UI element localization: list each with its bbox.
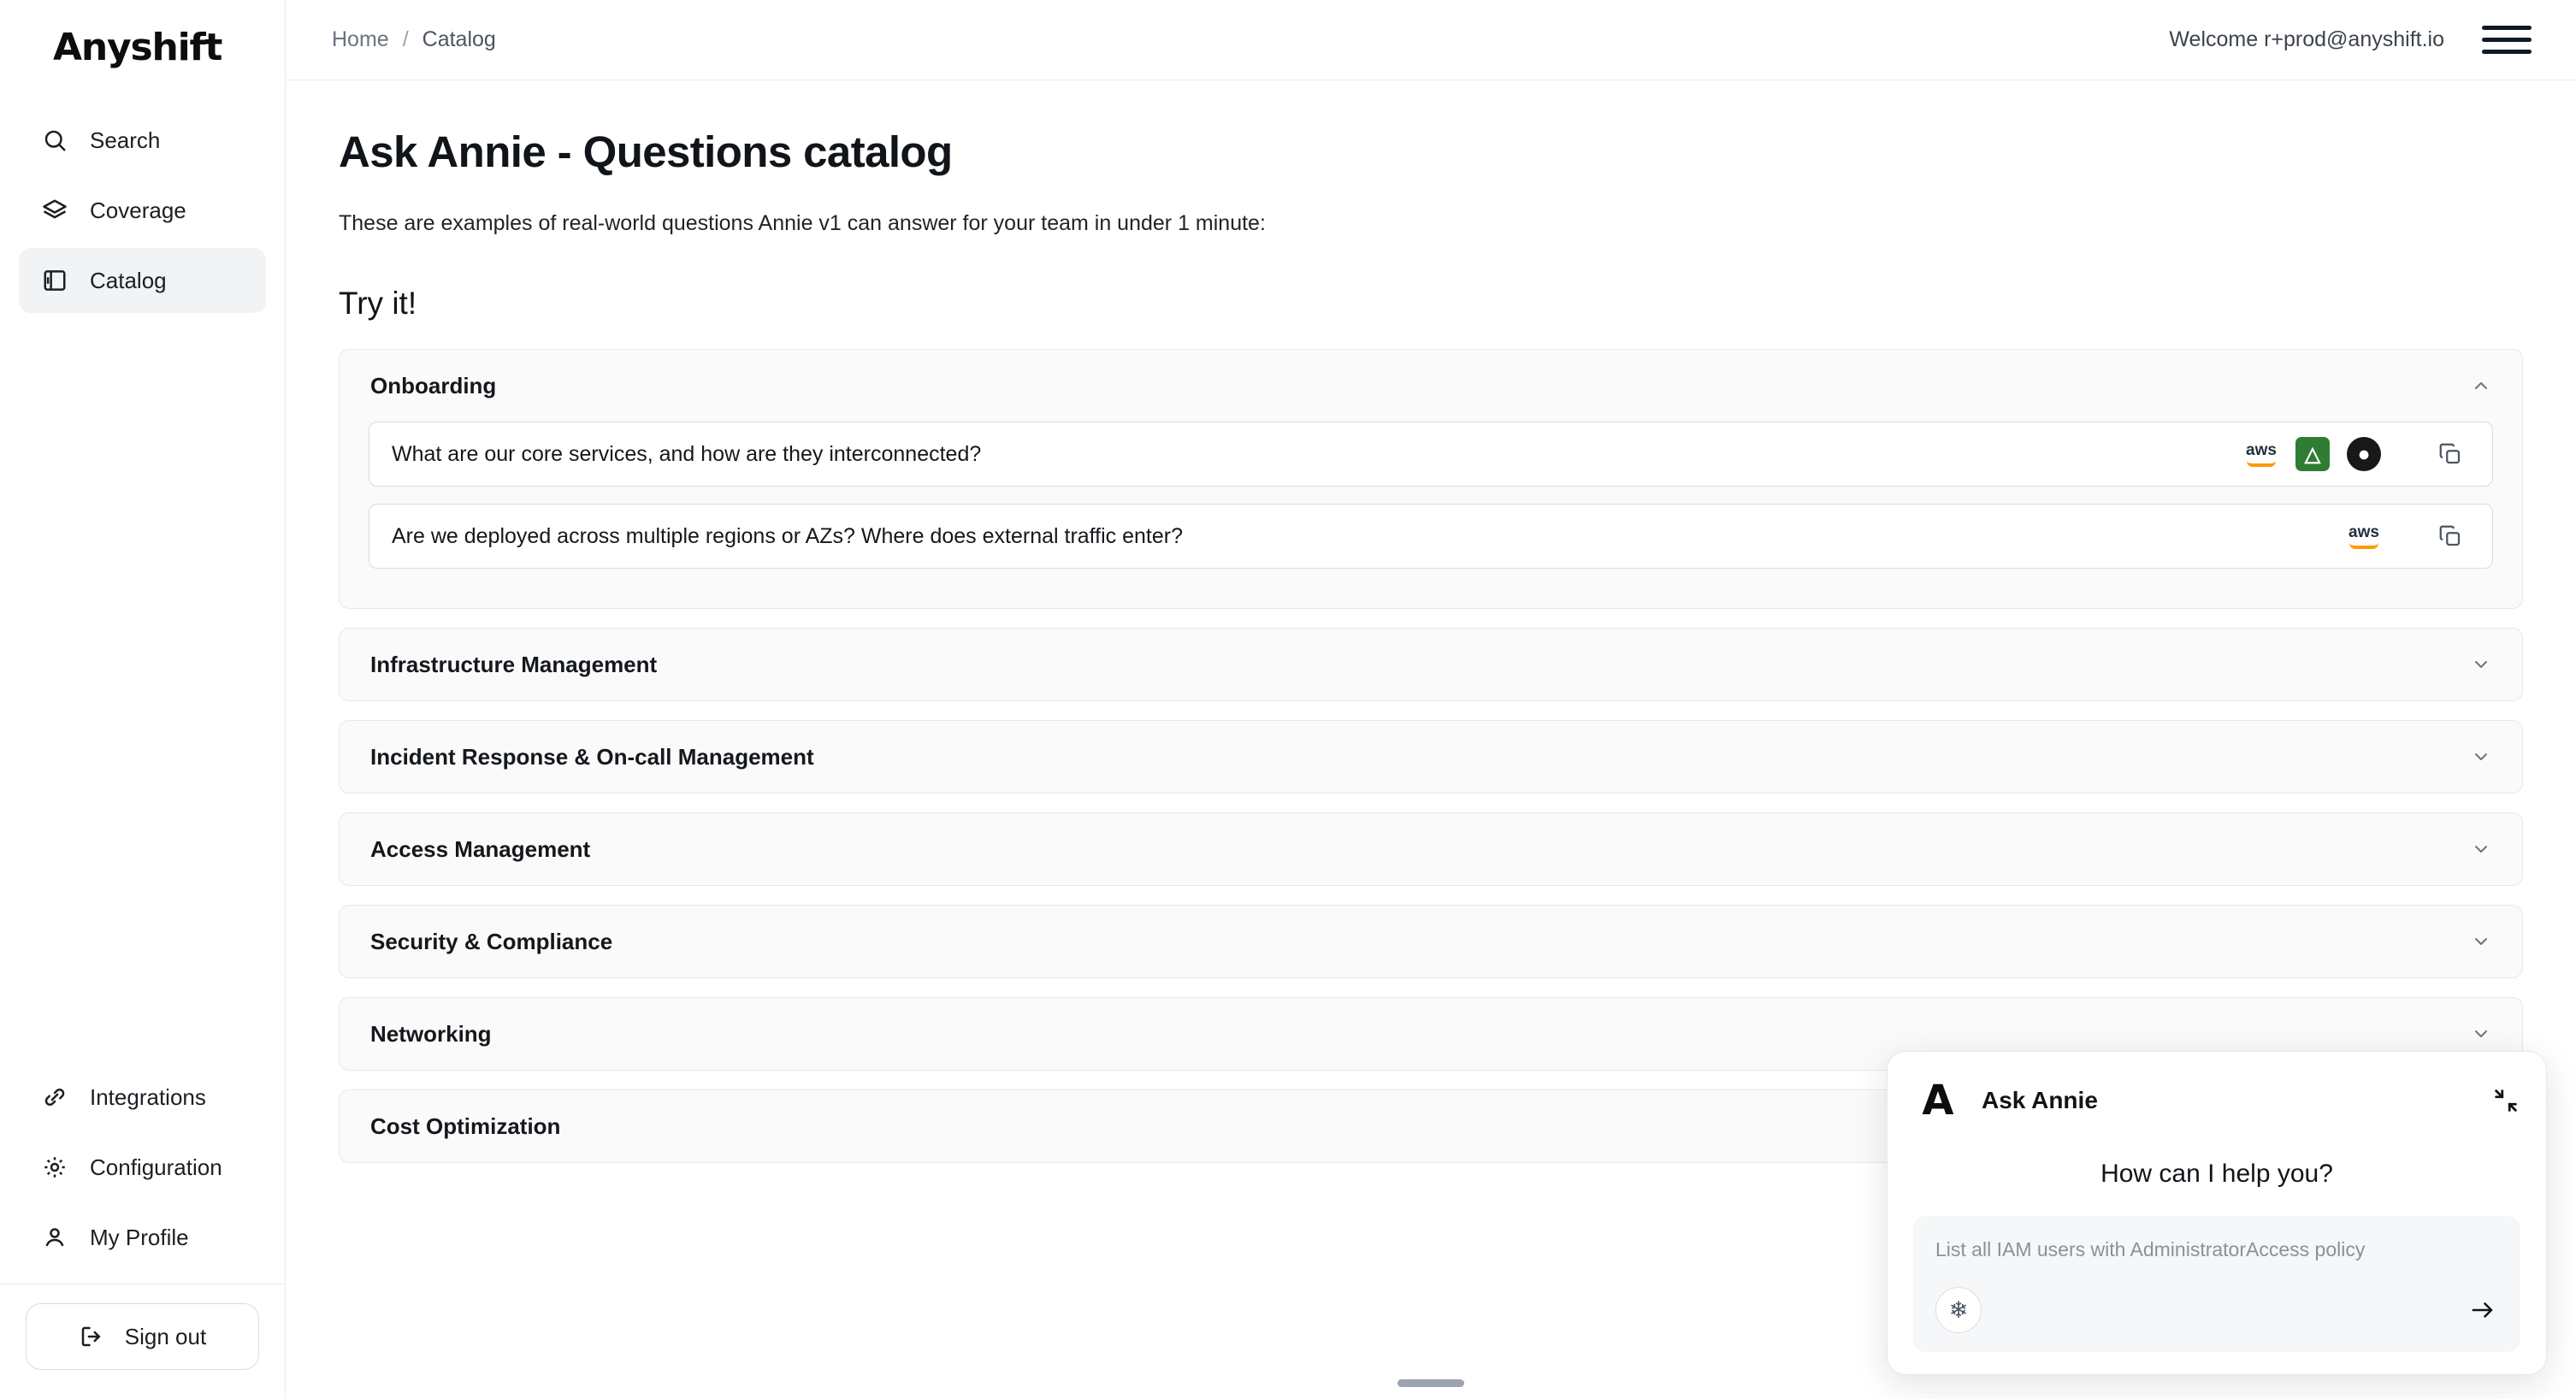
- accordion-group-security-compliance: [339, 905, 2523, 978]
- sidebar-item-label: Coverage: [90, 197, 186, 223]
- catalog-icon: [41, 267, 68, 294]
- page-subtitle: These are examples of real-world questions Annie v1 can answer for your team in under 1 minute:: [339, 211, 1266, 235]
- aws-icon: aws: [2345, 517, 2383, 555]
- signout-icon: [79, 1324, 104, 1349]
- section-title: Try it!: [339, 286, 417, 321]
- sidebar-nav-top: [0, 103, 285, 318]
- sidebar: [0, 0, 286, 1399]
- sidebar-nav-bottom: [0, 1060, 285, 1284]
- sidebar-item-configuration[interactable]: [19, 1135, 266, 1200]
- accordion-header[interactable]: [340, 629, 2522, 700]
- accordion-label: Onboarding: [370, 372, 497, 398]
- bottom-drag-handle[interactable]: [1397, 1379, 1464, 1387]
- chevron-down-icon[interactable]: [2471, 931, 2491, 952]
- accordion-label: Cost Optimization: [370, 1113, 561, 1139]
- chevron-down-icon[interactable]: [2471, 654, 2491, 675]
- page-title: Ask Annie - Questions catalog: [339, 127, 953, 176]
- question-row-actions: [2345, 517, 2470, 556]
- accordion-group-incident-response: [339, 720, 2523, 794]
- accordion-header[interactable]: [340, 906, 2522, 977]
- question-text: Are we deployed across multiple regions or AZs? Where does external traffic enter?: [392, 523, 1183, 548]
- main-area: [286, 0, 2576, 1399]
- source-badges: [2242, 435, 2383, 473]
- link-icon: [41, 1083, 68, 1111]
- accordion-group-access-management: [339, 812, 2523, 886]
- aws-icon: aws: [2242, 435, 2280, 473]
- chat-input-box[interactable]: [1913, 1216, 2520, 1352]
- sidebar-item-label: Integrations: [90, 1083, 206, 1110]
- chat-title: Ask Annie: [1982, 1087, 2098, 1113]
- sidebar-item-label: Catalog: [90, 267, 167, 293]
- accordion-label: Incident Response & On-call Management: [370, 743, 814, 770]
- top-bar-right: [2169, 26, 2532, 54]
- breadcrumb: [332, 27, 496, 52]
- chevron-down-icon[interactable]: [2471, 839, 2491, 859]
- brand-logo[interactable]: [0, 0, 285, 89]
- sidebar-item-catalog[interactable]: [19, 248, 266, 313]
- chat-prompt: How can I help you?: [2100, 1160, 2333, 1188]
- sidebar-item-my-profile[interactable]: [19, 1205, 266, 1270]
- breadcrumb-home[interactable]: Home: [332, 27, 389, 51]
- layers-icon: [41, 197, 68, 224]
- accordion-label: Access Management: [370, 835, 591, 862]
- hamburger-icon[interactable]: [2482, 26, 2532, 54]
- chat-header: [1913, 1076, 2520, 1125]
- accordion-label: Security & Compliance: [370, 928, 613, 954]
- questions-accordion: [339, 349, 2523, 1163]
- terraform-icon: △: [2294, 435, 2331, 473]
- accordion-label: Networking: [370, 1020, 492, 1047]
- signout-wrapper: [0, 1284, 285, 1399]
- top-bar: [286, 0, 2576, 80]
- question-row[interactable]: [369, 504, 2493, 569]
- breadcrumb-current[interactable]: Catalog: [422, 27, 496, 51]
- sign-out-button[interactable]: [26, 1303, 259, 1370]
- chevron-down-icon[interactable]: [2471, 1024, 2491, 1044]
- accordion-label: Infrastructure Management: [370, 651, 658, 677]
- copy-icon[interactable]: [2431, 434, 2470, 474]
- question-row-actions: [2242, 434, 2470, 474]
- sidebar-item-label: Search: [90, 127, 161, 153]
- accordion-header[interactable]: [340, 350, 2522, 422]
- ask-annie-chat-widget: [1887, 1051, 2547, 1375]
- brand-name: Anyshift: [53, 25, 222, 69]
- chat-input-actions: [1935, 1287, 2498, 1333]
- accordion-group-infrastructure-management: [339, 628, 2523, 701]
- anyshift-a-logo-icon: A: [1922, 1077, 1954, 1125]
- sign-out-label: Sign out: [124, 1323, 207, 1349]
- question-text: What are our core services, and how are they interconnected?: [392, 441, 982, 466]
- snowflake-icon[interactable]: ❄: [1935, 1287, 1982, 1333]
- accordion-group-onboarding: [339, 349, 2523, 609]
- arrow-right-icon[interactable]: [2467, 1297, 2498, 1323]
- chat-input[interactable]: List all IAM users with AdministratorAccess policy: [1935, 1238, 2366, 1260]
- github-icon: ●: [2345, 435, 2383, 473]
- source-badges: [2345, 517, 2383, 555]
- page-content: [286, 80, 2576, 1163]
- sidebar-item-label: My Profile: [90, 1224, 189, 1250]
- collapse-icon[interactable]: [2491, 1086, 2520, 1115]
- chevron-up-icon[interactable]: [2471, 375, 2491, 396]
- accordion-header[interactable]: [340, 813, 2522, 885]
- search-icon: [41, 127, 68, 154]
- gear-icon: [41, 1154, 68, 1181]
- accordion-header[interactable]: [340, 721, 2522, 793]
- copy-icon[interactable]: [2431, 517, 2470, 556]
- question-row[interactable]: [369, 422, 2493, 487]
- sidebar-item-integrations[interactable]: [19, 1065, 266, 1130]
- sidebar-item-search[interactable]: [19, 108, 266, 173]
- user-icon: [41, 1224, 68, 1251]
- sidebar-item-label: Configuration: [90, 1154, 222, 1180]
- chevron-down-icon[interactable]: [2471, 747, 2491, 767]
- welcome-text: Welcome r+prod@anyshift.io: [2169, 27, 2444, 51]
- sidebar-item-coverage[interactable]: [19, 178, 266, 243]
- breadcrumb-separator: /: [402, 27, 409, 51]
